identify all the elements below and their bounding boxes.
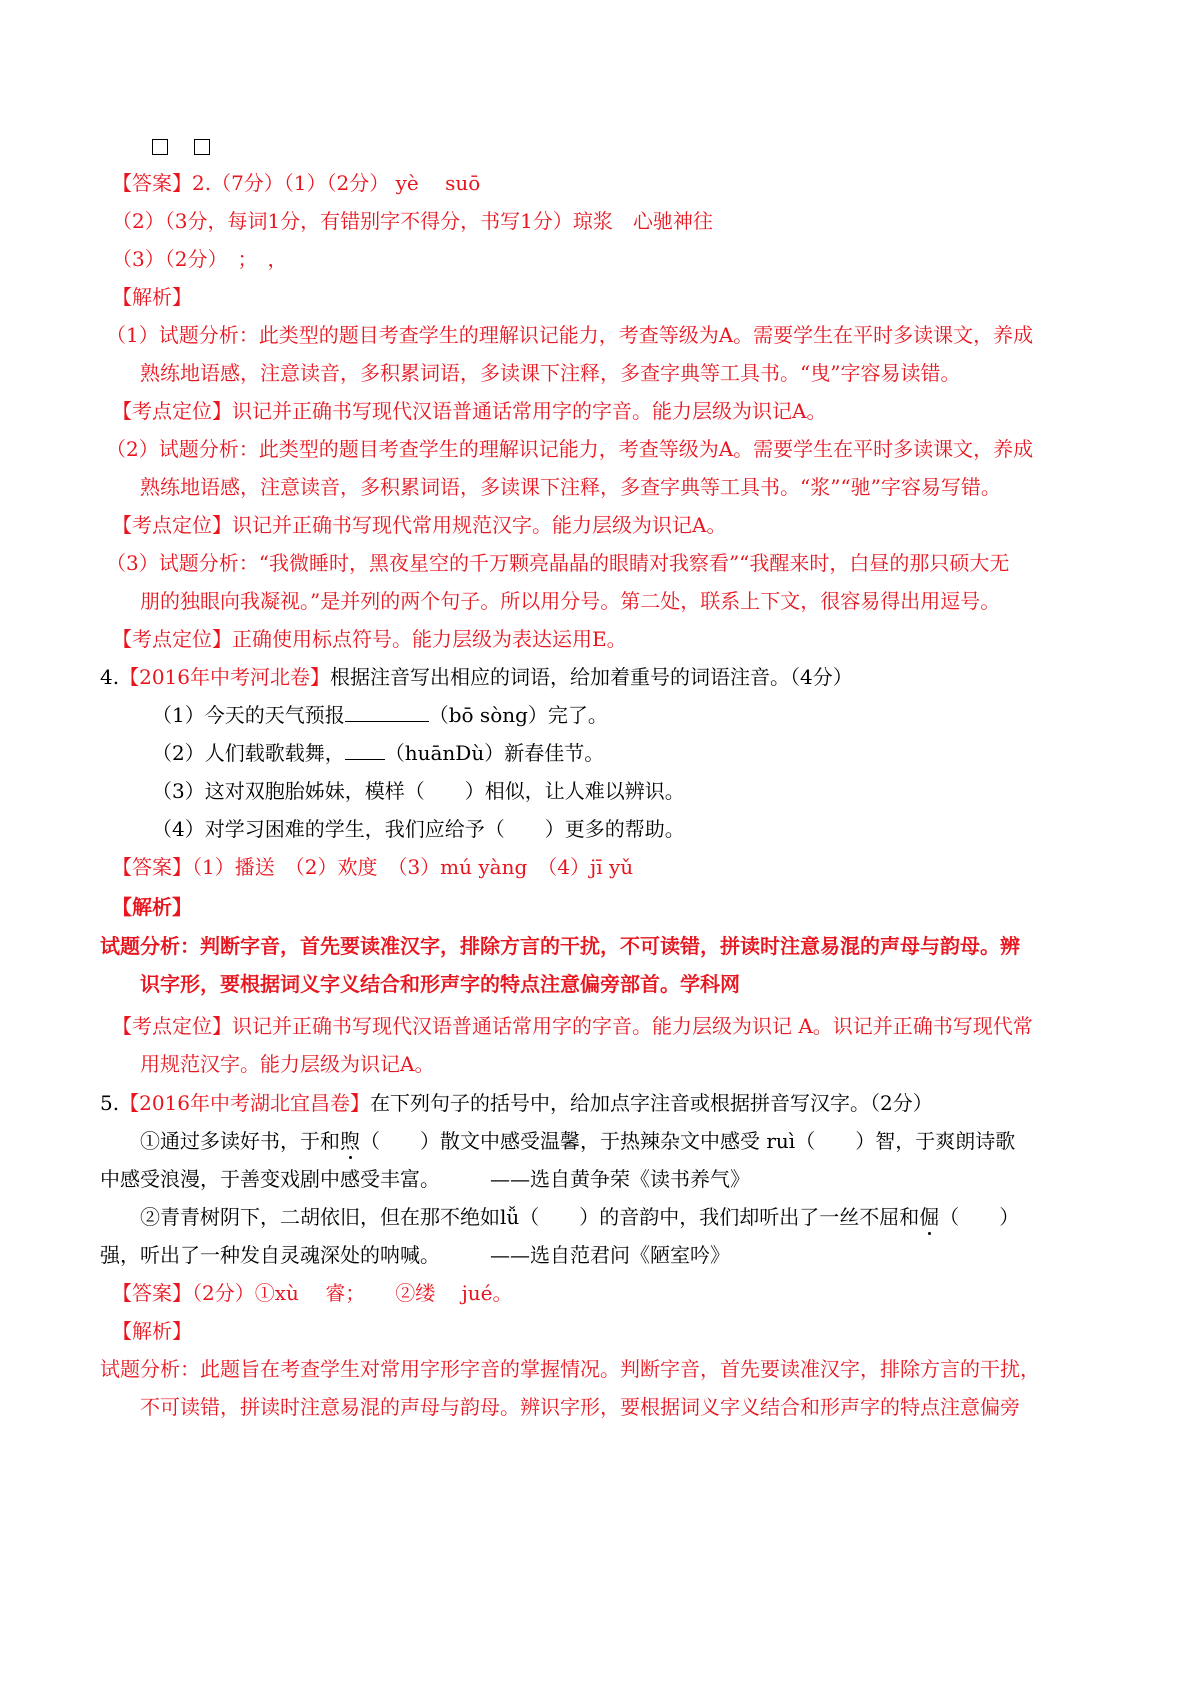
question-text: 根据注音写出相应的词语，给加着重号的词语注音。（4分） <box>330 665 853 689</box>
keypoint-text: 识记并正确书写现代汉语普通话常用字的字音。能力层级为识记 A。识记并正确书写现代常 <box>232 1014 1033 1038</box>
answer-text: （1）播送 （2）欢度 （3）mú yàng （4）jī yǔ <box>192 855 634 879</box>
q5-passage-1-line-1 <box>140 1128 1100 1154</box>
keypoint-text: 识记并正确书写现代汉语普通话常用字的字音。能力层级为识记A。 <box>232 399 827 423</box>
answer-tag: 【答案】 <box>112 855 192 879</box>
answer-text: （2分）①xù 睿； ②缕 jué。 <box>192 1281 513 1305</box>
answer-line-2: （2）（3分，每词1分，有错别字不得分，书写1分）琼浆 心驰神往 <box>112 209 713 233</box>
keypoint-1 <box>112 398 1100 424</box>
passage-text: ①通过多读好书，于和 <box>140 1129 340 1153</box>
question-source: 【2016年中考河北卷】 <box>119 665 330 689</box>
checkbox-row <box>152 132 1100 158</box>
keypoint-text: 识记并正确书写现代常用规范汉字。能力层级为识记A。 <box>232 513 727 537</box>
keypoint-3 <box>112 626 1100 652</box>
q4-item-1 <box>152 702 1100 728</box>
q5-passage-2-line-2: 强，听出了一种发自灵魂深处的呐喊。 ——选自范君问《陋室吟》 <box>100 1243 730 1267</box>
q4-keypoint-line-2: 用规范汉字。能力层级为识记A。 <box>140 1052 435 1076</box>
q4-analysis-tag: 【解析】 <box>112 895 192 919</box>
q5-analysis-line-1: 试题分析：此题旨在考查学生对常用字形字音的掌握情况。判断字音，首先要读准汉字，排除方言的干扰， <box>100 1357 1040 1381</box>
keypoint-tag: 【考点定位】 <box>112 513 232 537</box>
q4-analysis-line-1: 试题分析：判断字音，首先要读准汉字，排除方言的干扰，不可读错，拼读时注意易混的声母与韵母。辨 <box>100 934 1020 958</box>
fill-blank <box>345 703 429 722</box>
item-text: （1）今天的天气预报 <box>152 703 345 727</box>
keypoint-text: 正确使用标点符号。能力层级为表达运用E。 <box>232 627 627 651</box>
item-text: （4）对学习困难的学生，我们应给 <box>152 817 465 841</box>
question-number: 4. <box>100 665 120 689</box>
square-box-icon <box>194 139 210 155</box>
q5-passage-2-line-1 <box>140 1204 1100 1230</box>
analysis-1-line-1: （1）试题分析：此类型的题目考查学生的理解识记能力，考查等级为A。需要学生在平时多读课文，养成 <box>106 323 1034 347</box>
passage-text: （ ） <box>939 1205 1020 1229</box>
analysis-2-line-2: 熟练地语感，注意读音，多积累词语，多读课下注释，多查字典等工具书。“浆”“驰”字容易写错。 <box>140 475 1001 499</box>
answer-line-3: （3）（2分） ； ， <box>112 247 288 271</box>
analysis-tag: 【解析】 <box>112 285 192 309</box>
answer-line <box>112 170 1100 196</box>
q4-analysis-line-2: 识字形，要根据词义字义结合和形声字的特点注意偏旁部首。学科网 <box>140 972 740 996</box>
answer-text: 2.（7分）（1）（2分） yè suō <box>192 171 481 195</box>
item-text: （2）人们载歌载舞， <box>152 741 345 765</box>
q4-item-4 <box>152 816 1100 842</box>
analysis-3-line-2: 朋的独眼向我凝视。”是并列的两个句子。所以用分号。第二处，联系上下文，很容易得出用逗号。 <box>140 589 1001 613</box>
analysis-3-line-1: （3）试题分析：“我微睡时，黑夜星空的千万颗亮晶晶的眼睛对我察看”“我醒来时，白昼的那只硕大无 <box>106 551 1010 575</box>
item-text: （ ）相似，让人难以辨识。 <box>404 779 685 803</box>
keypoint-tag: 【考点定位】 <box>112 399 232 423</box>
question-source: 【2016年中考湖北宜昌卷】 <box>119 1091 370 1115</box>
keypoint-2 <box>112 512 1100 538</box>
q4-keypoint <box>112 1013 1100 1039</box>
square-box-icon <box>152 139 168 155</box>
q4-item-2 <box>152 740 1100 766</box>
q5-analysis-line-2: 不可读错，拼读时注意易混的声母与韵母。辨识字形，要根据词义字义结合和形声字的特点注意偏旁 <box>140 1395 1020 1419</box>
keypoint-tag: 【考点定位】 <box>112 627 232 651</box>
answer-tag: 【答案】 <box>112 171 192 195</box>
question-number: 5. <box>100 1091 120 1115</box>
item-text: （bō sòng）完了。 <box>428 703 608 727</box>
q4-answer <box>112 854 1100 880</box>
q4-item-3 <box>152 778 1100 804</box>
q5-analysis-tag: 【解析】 <box>112 1319 192 1343</box>
item-text: 予 <box>464 817 485 841</box>
item-text: （3）这对双胞胎姊妹， <box>152 779 365 803</box>
q5-passage-1-line-2: 中感受浪漫，于善变戏剧中感受丰富。 ——选自黄争荣《读书养气》 <box>100 1167 750 1191</box>
item-text: 模样 <box>364 779 405 803</box>
dotted-character: 倔 <box>919 1205 940 1229</box>
answer-tag: 【答案】 <box>112 1281 192 1305</box>
item-text: （huānDù）新春佳节。 <box>384 741 605 765</box>
question-text: 在下列句子的括号中，给加点字注音或根据拼音写汉字。（2分） <box>370 1091 933 1115</box>
passage-text: ②青青树阴下，二胡依旧，但在那不绝如lǚ（ ）的音韵中，我们却听出了一丝不屈和 <box>140 1205 920 1229</box>
q5-answer <box>112 1280 1100 1306</box>
item-text: （ ）更多的帮助。 <box>484 817 685 841</box>
question-4-stem <box>100 664 1100 690</box>
keypoint-tag: 【考点定位】 <box>112 1014 232 1038</box>
analysis-2-line-1: （2）试题分析：此类型的题目考查学生的理解识记能力，考查等级为A。需要学生在平时多读课文，养成 <box>106 437 1034 461</box>
analysis-1-line-2: 熟练地语感，注意读音，多积累词语，多读课下注释，多查字典等工具书。“曳”字容易读错。 <box>140 361 961 385</box>
fill-blank <box>345 741 385 760</box>
passage-text: （ ）散文中感受温馨，于热辣杂文中感受 ruì（ ）智，于爽朗诗歌 <box>360 1129 1016 1153</box>
dotted-character: 煦 <box>340 1129 360 1153</box>
question-5-stem <box>100 1090 1100 1116</box>
